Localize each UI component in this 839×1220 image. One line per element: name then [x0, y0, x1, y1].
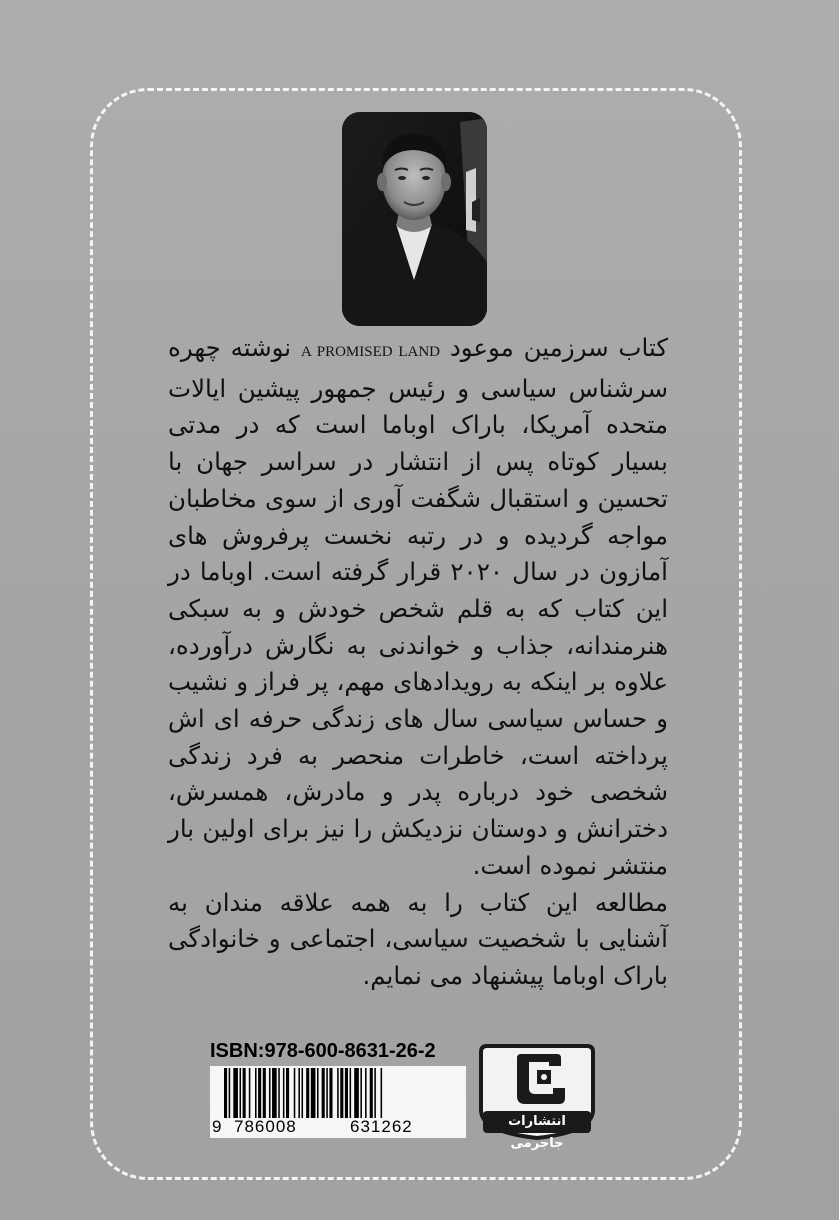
description-paragraph-1-rest: نوشته چهره سرشناس سیاسی و رئیس جمهور پیشین ایالات متحده آمریکا، باراک اوباما است که در مدتی بسیار کوتاه پس از انتشار در سراسر جهان با تحسین و استقبال شگفت آوری از سوی مخاطبان مواجه گردیده و در رتبه نخست پرفروش های آمازون در سال ۲۰۲۰ قرار گرفته است. اوباما در این کتاب که به قلم شخص خودش و به سبکی هنرمندانه، جذاب و خواندنی به نگارش درآورده، علاوه بر اینکه به رویدادهای مهم، پر فراز و نشیب و حساس سیاسی سال های زندگی حرفه ای اش پرداخته است، خاطرات منحصر به فرد زندگی شخصی خود درباره پدر و مادرش، همسرش، دخترانش و دوستان نزدیکش را نیز برای اولین بار منتشر نموده است.: [168, 333, 668, 880]
barcode-digits-group-2: 631262: [350, 1117, 413, 1136]
barcode-bar: [326, 1068, 328, 1118]
book-description: [168, 330, 668, 995]
publisher-name: انتشارات جاجرمی: [483, 1111, 591, 1133]
barcode-bar: [298, 1068, 300, 1118]
description-paragraph-1-start: کتاب سرزمین موعود: [449, 333, 669, 362]
barcode-bar: [317, 1068, 319, 1118]
barcode-bar: [345, 1068, 348, 1118]
barcode-bar: [370, 1068, 373, 1118]
barcode: [210, 1066, 466, 1138]
barcode-bar: [374, 1068, 376, 1118]
barcode-bar: [255, 1068, 257, 1118]
barcode-bar: [311, 1068, 316, 1118]
barcode-bar: [286, 1068, 289, 1118]
barcode-bar: [278, 1068, 280, 1118]
barcode-bar: [360, 1068, 362, 1118]
original-title-latin: A PROMISED LAND: [300, 344, 440, 360]
barcode-bar: [240, 1068, 242, 1118]
isbn-barcode-block: [210, 1040, 466, 1138]
barcode-bar: [354, 1068, 359, 1118]
barcode-bar: [224, 1068, 227, 1118]
barcode-bar: [269, 1068, 271, 1118]
barcode-bar: [340, 1068, 343, 1118]
barcode-digits: [210, 1118, 466, 1138]
barcode-bar: [337, 1068, 339, 1118]
barcode-bar: [283, 1068, 285, 1118]
isbn-number: ISBN:978-600-8631-26-2: [210, 1040, 436, 1062]
author-portrait-image: [342, 112, 487, 326]
barcode-bar: [365, 1068, 367, 1118]
barcode-digit-first: 9: [212, 1117, 222, 1136]
barcode-bar: [272, 1068, 277, 1118]
barcode-bar: [322, 1068, 325, 1118]
barcode-bar: [381, 1068, 383, 1118]
barcode-bar: [306, 1068, 309, 1118]
barcode-digits-group-1: 786008: [234, 1117, 297, 1136]
barcode-bar: [243, 1068, 246, 1118]
barcode-bar: [229, 1068, 231, 1118]
description-paragraph-1: [168, 330, 668, 885]
barcode-bar: [302, 1068, 304, 1118]
publisher-logo: [477, 1040, 597, 1151]
barcode-bars: [210, 1066, 466, 1118]
description-paragraph-2: مطالعه این کتاب را به همه علاقه مندان به آشنایی با شخصیت سیاسی، اجتماعی و خانوادگی باراک اوباما پیشنهاد می نمایم.: [168, 887, 668, 990]
barcode-bar: [294, 1068, 296, 1118]
barcode-bar: [249, 1068, 251, 1118]
barcode-bar: [350, 1068, 352, 1118]
barcode-bar: [263, 1068, 266, 1118]
barcode-bar: [329, 1068, 332, 1118]
barcode-bar: [233, 1068, 238, 1118]
barcode-bar: [258, 1068, 261, 1118]
author-photo: [342, 112, 487, 326]
